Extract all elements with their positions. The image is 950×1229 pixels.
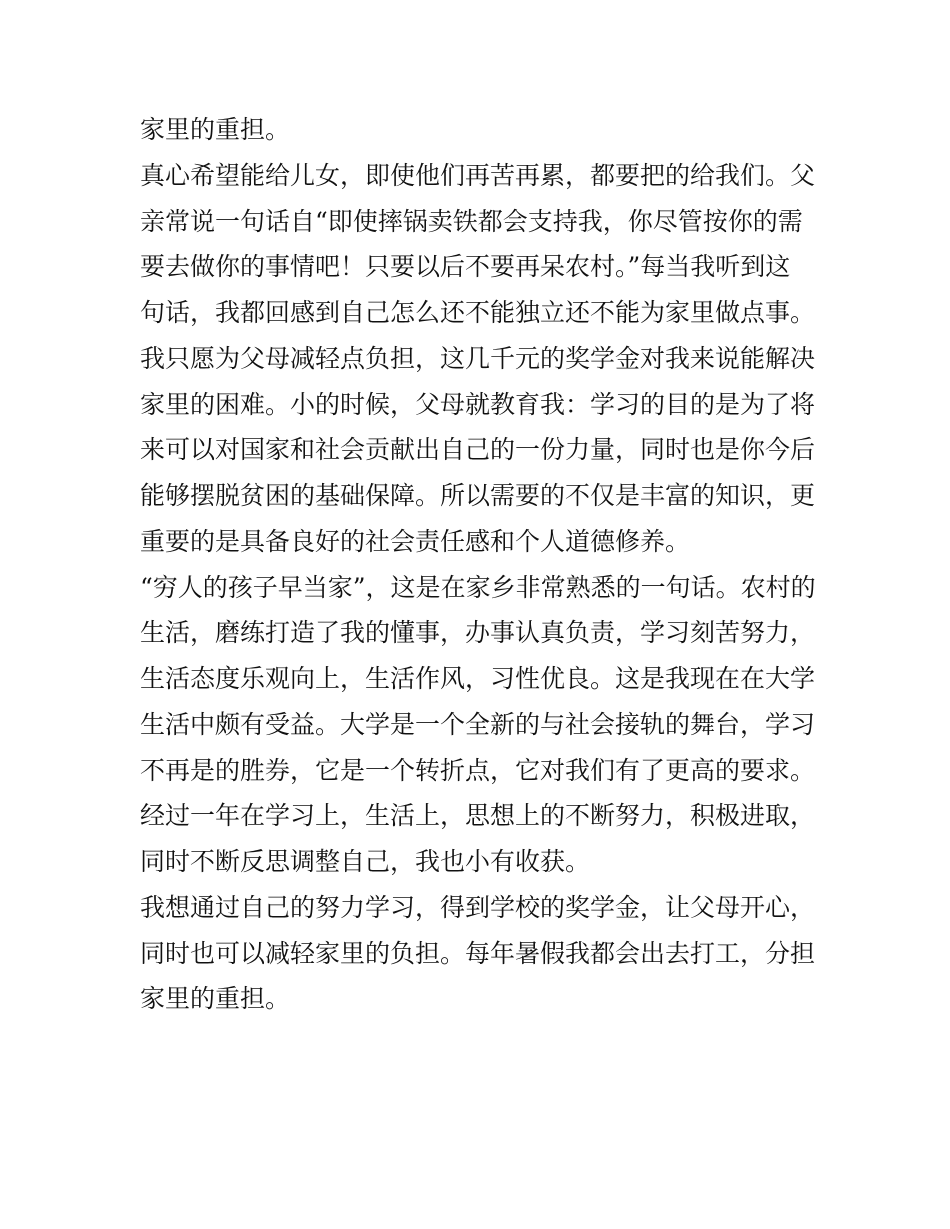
text-line: 不再是的胜券，它是一个转折点，它对我们有了更高的要求。: [140, 755, 816, 785]
text-line: 真心希望能给儿女，即使他们再苦再累，都要把的给我们。父: [140, 160, 816, 190]
text-line: 生活中颇有受益。大学是一个全新的与社会接轨的舞台，学习: [140, 709, 816, 739]
text-line: 能够摆脱贫困的基础保障。所以需要的不仅是丰富的知识，更: [140, 481, 816, 510]
text-line: 生活态度乐观向上，生活作风，习性优良。这是我现在在大学: [140, 664, 816, 693]
text-line: 同时也可以减轻家里的负担。每年暑假我都会出去打工，分担: [140, 938, 816, 968]
text-line: 我只愿为父母减轻点负担，这几千元的奖学金对我来说能解决: [140, 343, 816, 373]
text-line: 家里的重担。: [140, 984, 291, 1014]
text-line: 要去做你的事情吧！只要以后不要再呆农村。”每当我听到这: [140, 252, 791, 282]
text-line: “穷人的孩子早当家”，这是在家乡非常熟悉的一句话。农村的: [140, 572, 816, 602]
text-line: 重要的是具备良好的社会责任感和个人道德修养。: [140, 526, 691, 556]
text-line: 经过一年在学习上，生活上，思想上的不断努力，积极进取，: [140, 801, 816, 831]
text-line: 句话，我都回感到自己怎么还不能独立还不能为家里做点事。: [140, 298, 816, 327]
text-line: 我想通过自己的努力学习，得到学校的奖学金，让父母开心，: [140, 892, 816, 922]
document-body: [140, 107, 820, 1022]
text-line: 来可以对国家和社会贡献出自己的一份力量，同时也是你今后: [140, 435, 816, 465]
text-line: 家里的重担。: [140, 115, 291, 144]
text-line: 家里的困难。小的时候，父母就教育我：学习的目的是为了将: [140, 389, 816, 419]
text-line: 同时不断反思调整自己，我也小有收获。: [140, 847, 591, 876]
text-line: 亲常说一句话自“即使摔锅卖铁都会支持我，你尽管按你的需: [140, 206, 803, 236]
text-line: 生活，磨练打造了我的懂事，办事认真负责，学习刻苦努力，: [140, 618, 816, 648]
